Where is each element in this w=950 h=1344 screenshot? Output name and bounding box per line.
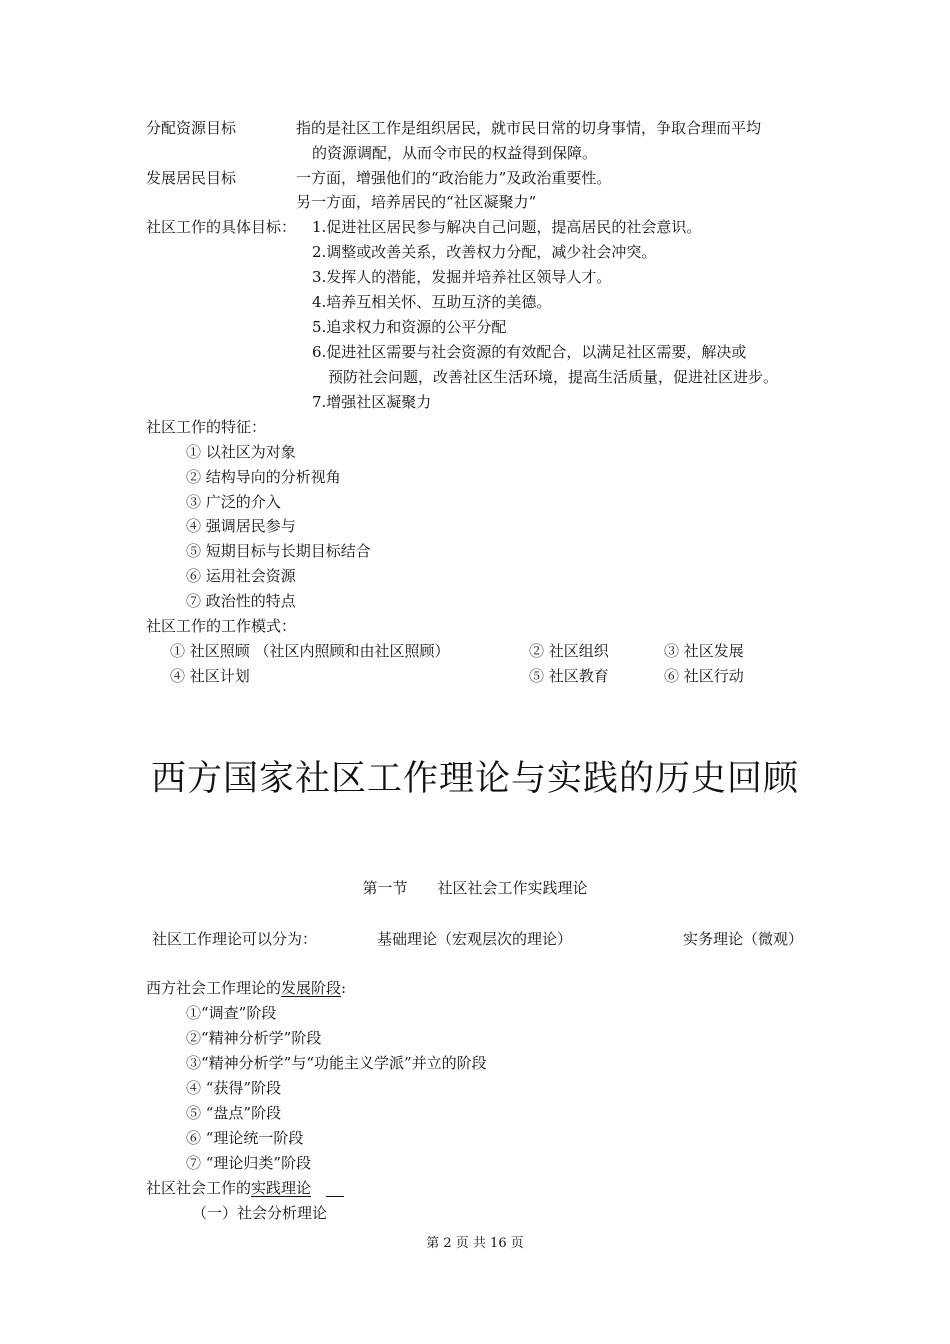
mode-item: ⑤ 社区教育	[529, 667, 609, 685]
specific-goal-item: 2.调整或改善关系，改善权力分配，减少社会冲突。	[312, 243, 657, 261]
features-label: 社区工作的特征：	[146, 418, 267, 436]
underline-extension	[326, 1196, 344, 1197]
mode-item: ⑥ 社区行动	[664, 667, 744, 685]
stage-item: ⑦ “理论归类”阶段	[186, 1154, 312, 1172]
stage-item: ⑥ “理论统一阶段	[186, 1129, 304, 1147]
stages-label: 西方社会工作理论的发展阶段:	[146, 979, 347, 997]
specific-goal-item: 5.追求权力和资源的公平分配	[312, 318, 507, 336]
basic-theory: 基础理论（宏观层次的理论）	[377, 930, 573, 948]
specific-goals-label: 社区工作的具体目标：	[146, 218, 297, 236]
mode-item: ③ 社区发展	[664, 642, 744, 660]
chapter-title: 西方国家社区工作理论与实践的历史回顾	[150, 759, 799, 799]
mode-item: ② 社区组织	[529, 642, 609, 660]
specific-goal-item-continued: 预防社会问题，改善社区生活环境，提高生活质量，促进社区进步。	[328, 368, 779, 386]
stage-item: ⑤ “盘点”阶段	[186, 1104, 282, 1122]
feature-item: ⑥ 运用社会资源	[186, 567, 296, 585]
specific-goal-item: 7.增强社区凝聚力	[312, 393, 432, 411]
feature-item: ① 以社区为对象	[186, 443, 296, 461]
feature-item: ⑤ 短期目标与长期目标结合	[186, 542, 371, 560]
feature-item: ③ 广泛的介入	[186, 493, 281, 511]
alloc-goal-text-line1: 指的是社区工作是组织居民，就市民日常的切身事情，争取合理而平均	[296, 119, 762, 137]
specific-goal-item: 6.促进社区需要与社会资源的有效配合，以满足社区需要，解决或	[312, 343, 747, 361]
mode-item: ④ 社区计划	[170, 667, 250, 685]
feature-item: ② 结构导向的分析视角	[186, 468, 341, 486]
specific-goal-item: 3.发挥人的潜能，发掘并培养社区领导人才。	[312, 268, 612, 286]
practice-theory-label: 社区社会工作的实践理论	[146, 1179, 312, 1197]
stage-item: ②“精神分析学”阶段	[186, 1029, 322, 1047]
theory-split-label: 社区工作理论可以分为：	[152, 930, 318, 948]
alloc-goal-text-line2: 的资源调配，从而令市民的权益得到保障。	[312, 144, 598, 162]
page-footer: 第 2 页 共 16 页	[426, 1236, 524, 1251]
stage-item: ③“精神分析学”与“功能主义学派”并立的阶段	[186, 1054, 487, 1072]
specific-goal-item: 1.促进社区居民参与解决自己问题，提高居民的社会意识。	[312, 218, 702, 236]
dev-goal-text-line2: 另一方面，培养居民的“社区凝聚力”	[296, 193, 537, 211]
feature-item: ④ 强调居民参与	[186, 517, 296, 535]
specific-goal-item: 4.培养互相关怀、互助互济的美德。	[312, 293, 552, 311]
dev-goal-label: 发展居民目标	[146, 169, 237, 187]
alloc-goal-label: 分配资源目标	[146, 119, 237, 137]
section-title: 第一节 社区社会工作实践理论	[362, 879, 588, 897]
mode-item: ① 社区照顾 （社区内照顾和由社区照顾）	[170, 642, 450, 660]
dev-goal-text-line1: 一方面，增强他们的“政治能力”及政治重要性。	[296, 169, 612, 187]
practice-theory-sub-item: （一）社会分析理论	[192, 1204, 328, 1222]
stages-link: 发展阶段	[281, 979, 342, 997]
modes-label: 社区工作的工作模式：	[146, 617, 297, 635]
stage-item: ①“调查”阶段	[186, 1004, 277, 1022]
practice-theory-micro: 实务理论（微观）	[683, 930, 804, 948]
feature-item: ⑦ 政治性的特点	[186, 592, 296, 610]
practice-theory-link: 实践理论	[251, 1179, 312, 1197]
stage-item: ④ “获得”阶段	[186, 1079, 282, 1097]
